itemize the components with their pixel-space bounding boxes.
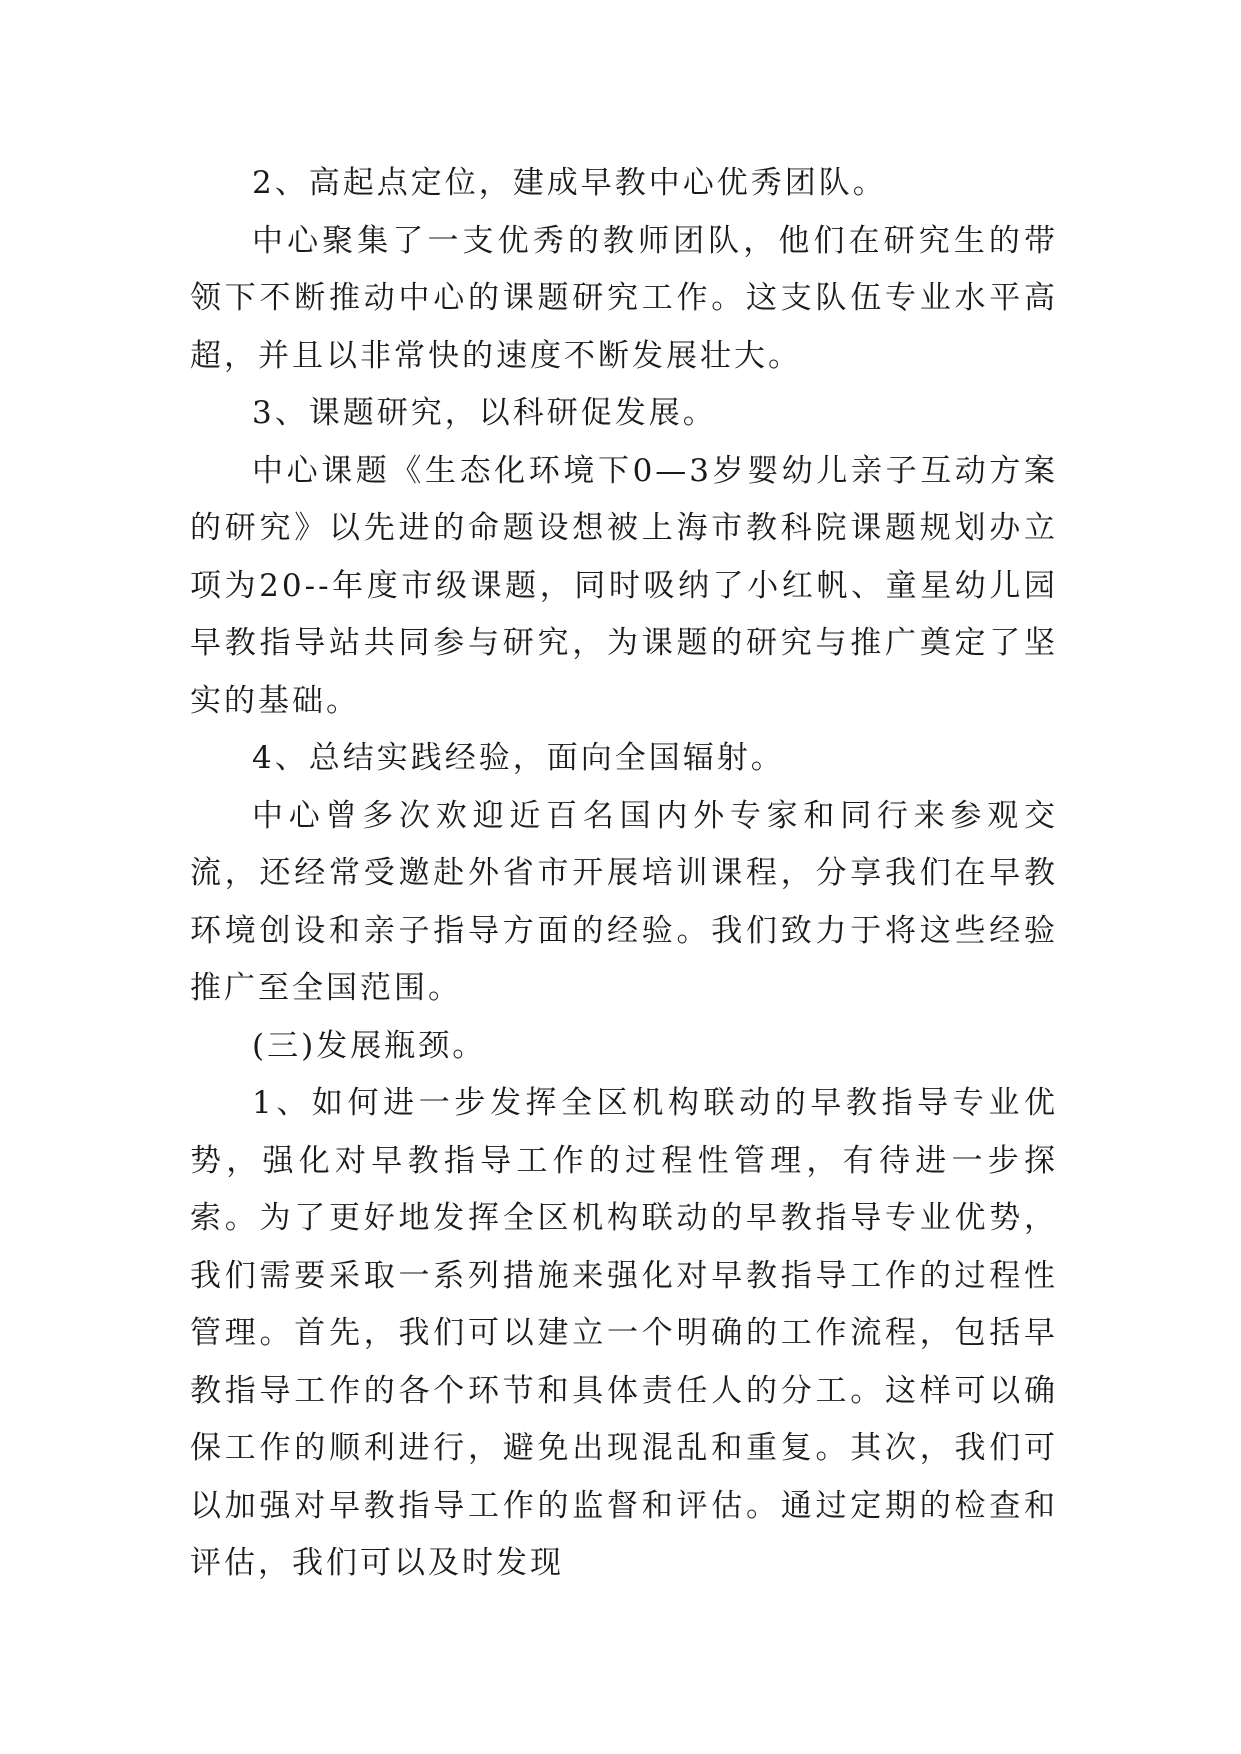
paragraph-experience: 中心曾多次欢迎近百名国内外专家和同行来参观交流，还经常受邀赴外省市开展培训课程，分享我们在早教环境创设和亲子指导方面的经验。我们致力于将这些经验推广至全国范围。 xyxy=(190,797,1058,1006)
section-heading-research: 3、课题研究，以科研促发展。 xyxy=(252,395,717,431)
paragraph-bottleneck: 1、如何进一步发挥全区机构联动的早教指导专业优势，强化对早教指导工作的过程性管理，有待进一步探索。为了更好地发挥全区机构联动的早教指导专业优势，我们需要采取一系列措施来强化对早教指导工作的过程性管理。首先，我们可以建立一个明确的工作流程，包括早教指导工作的各个环节和具体责任人的分工。这样可以确保工作的顺利进行，避免出现混乱和重复。其次，我们可以加强对早教指导工作的监督和评估。通过定期的检查和评估，我们可以及时发现 xyxy=(190,1085,1058,1581)
section-heading-bottleneck: (三)发展瓶颈。 xyxy=(252,1027,487,1064)
document-body xyxy=(190,155,1058,1593)
paragraph-team: 中心聚集了一支优秀的教师团队，他们在研究生的带领下不断推动中心的课题研究工作。这支队伍专业水平高超，并且以非常快的速度不断发展壮大。 xyxy=(190,222,1058,374)
paragraph-research: 中心课题《生态化环境下0—3岁婴幼儿亲子互动方案的研究》以先进的命题设想被上海市教科院课题规划办立项为20--年度市级课题，同时吸纳了小红帆、童星幼儿园早教指导站共同参与研究，为课题的研究与推广奠定了坚实的基础。 xyxy=(190,452,1058,719)
section-heading-experience: 4、总结实践经验，面向全国辐射。 xyxy=(252,740,785,776)
section-heading-team: 2、高起点定位，建成早教中心优秀团队。 xyxy=(252,165,887,201)
